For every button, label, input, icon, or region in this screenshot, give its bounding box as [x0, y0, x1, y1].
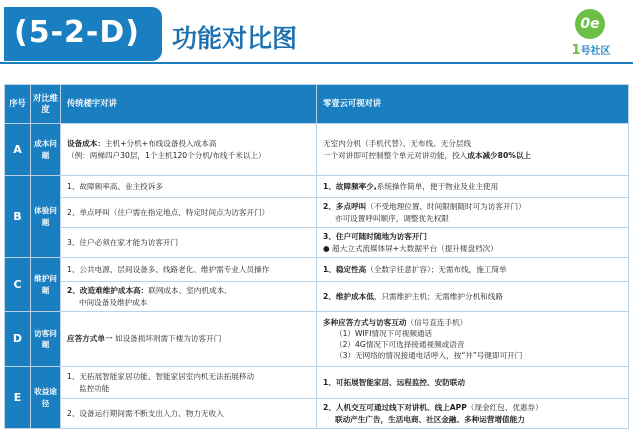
- cloud-cell: [317, 258, 629, 282]
- traditional-cell: [61, 312, 317, 367]
- cell-line: [323, 201, 622, 212]
- row-dimension: 体验问题: [31, 176, 61, 258]
- cell-line: [323, 213, 622, 224]
- table-row: [5, 176, 629, 198]
- traditional-cell: [61, 282, 317, 312]
- table-header-row: [5, 85, 629, 124]
- cell-line: [323, 350, 622, 361]
- cloud-cell: [317, 367, 629, 399]
- cloud-cell: [317, 312, 629, 367]
- page-title: 功能对比图: [172, 24, 298, 53]
- logo-number: 1: [571, 43, 581, 58]
- table-body: [5, 124, 629, 429]
- header-divider: [0, 62, 633, 64]
- cell-text: 系统操作简单，便于物业及业主使用: [376, 181, 499, 191]
- cell-text: （现金红包、优惠券）: [466, 403, 543, 413]
- row-dimension: 维护问题: [31, 258, 61, 312]
- cell-line: [323, 243, 622, 254]
- cell-line: [67, 333, 310, 344]
- header-traditional: 传统楼宇对讲: [61, 85, 317, 124]
- cell-bold-text: 1、可拓展智能家居、远程监控、安防联动: [323, 377, 465, 387]
- cell-text: （信号直连手机）: [406, 317, 468, 327]
- cell-bold-text: 1、稳定性高: [323, 264, 367, 274]
- cell-text: （不受地理位置、时间限制随时可为访客开门）: [366, 202, 526, 212]
- cell-bold-tail: 成本减少80%以上: [467, 150, 532, 160]
- traditional-cell: [61, 176, 317, 198]
- cell-text: 主机+分机+布线设备投入成本高: [104, 139, 217, 149]
- table-row: [5, 228, 629, 258]
- cloud-cell: [317, 124, 629, 176]
- cell-bold-text: 2、多点呼叫: [323, 202, 367, 212]
- cell-text: 1、无拓展智能家居功能、智能家居室内机无法拓展移动: [67, 372, 255, 382]
- table-row: [5, 399, 629, 429]
- header-dimension: 对比维度: [31, 85, 61, 124]
- row-dimension: 收益途径: [31, 367, 61, 429]
- row-dimension: 访客问题: [31, 312, 61, 367]
- cell-text: 如设备损坏则需下楼为访客开门: [112, 334, 222, 344]
- cloud-cell: [317, 399, 629, 429]
- cell-line: [323, 291, 622, 302]
- cell-text: （1）WIFI情况下可视频通话: [335, 328, 433, 338]
- cell-bold-text: 多种应答方式与访客互动: [323, 317, 407, 327]
- cell-text: 联网成本、室内机成本、: [148, 286, 232, 296]
- traditional-cell: [61, 124, 317, 176]
- cell-text: （全数字任意扩容）；无需布线，施工简单: [366, 264, 507, 274]
- cloud-cell: [317, 282, 629, 312]
- cloud-cell: [317, 198, 629, 228]
- cell-line: [67, 138, 310, 149]
- cell-text: ，只需维护主机；无需维护分机和线路: [373, 291, 503, 301]
- cell-text: 无室内分机（手机代替）、无布线、无分层线: [323, 139, 472, 149]
- table-row: [5, 282, 629, 312]
- traditional-cell: [61, 399, 317, 429]
- row-index: B: [5, 176, 31, 258]
- header-cloud: 零壹云可视对讲: [317, 85, 629, 124]
- cell-bold-text: 2、改造难维护成本高：: [67, 286, 149, 296]
- brand-logo: [561, 9, 621, 61]
- cell-line: [323, 328, 622, 339]
- logo-label: 号社区: [580, 46, 611, 57]
- cell-line: [323, 377, 622, 388]
- comparison-table: [4, 84, 629, 429]
- cell-line: [67, 383, 310, 394]
- cloud-cell: [317, 228, 629, 258]
- cell-bold-text: 1、故障频率少,: [323, 181, 377, 191]
- cell-text: 亦可设置呼叫顺序，调整优先权限: [335, 213, 449, 223]
- cell-line: [67, 285, 310, 296]
- cell-bold-text: 3、住户可随时随地为访客开门: [323, 232, 428, 242]
- traditional-cell: [61, 228, 317, 258]
- traditional-cell: [61, 198, 317, 228]
- cell-line: [323, 339, 622, 350]
- cloud-cell: [317, 176, 629, 198]
- cell-bold-text: 设备成本：: [67, 139, 105, 149]
- cell-line: [323, 402, 622, 413]
- cell-line: [323, 414, 622, 425]
- cell-text: 一个对讲即可控制整个单元对讲功能，投入: [323, 150, 468, 160]
- cell-bold-text: 2、维护成本低: [323, 291, 374, 301]
- cell-bold-text: 2、人机交互可通过线下对讲机、线上APP: [323, 403, 467, 413]
- cell-text: （例：两梯四户30层，1个主机120个分机/布线千米以上）: [67, 150, 266, 160]
- cell-text: ● 超大立式流媒体屏+大数据平台（提升楼盘档次）: [323, 243, 498, 253]
- cell-text: 中间设备及维护成本: [79, 297, 148, 307]
- cell-bold-text: 应答方式单一: [67, 334, 113, 344]
- table-row: [5, 124, 629, 176]
- row-index: D: [5, 312, 31, 367]
- table-row: [5, 367, 629, 399]
- cell-line: [323, 264, 622, 275]
- cell-line: [323, 317, 622, 328]
- traditional-cell: [61, 367, 317, 399]
- cell-line: [323, 231, 622, 242]
- section-code-box: [4, 7, 162, 61]
- header-index: 序号: [5, 85, 31, 124]
- section-code: (5-2-D): [14, 15, 140, 50]
- header: [4, 5, 629, 63]
- table-row: [5, 198, 629, 228]
- cell-line: [323, 181, 622, 192]
- row-index: A: [5, 124, 31, 176]
- cell-line: [323, 138, 622, 149]
- cell-text: （2）4G情况下可选择接通视频或语音: [335, 340, 465, 349]
- traditional-cell: [61, 258, 317, 282]
- cell-line: [323, 150, 622, 161]
- cell-text: 1、故障频率高、业主投诉多: [67, 181, 163, 191]
- cell-text: 监控功能: [79, 383, 110, 393]
- table-row: [5, 258, 629, 282]
- logo-text: [561, 42, 621, 58]
- cell-text: （3）无网络的情况接通电话呼入，按“井”号键即可开门: [335, 351, 523, 361]
- cell-line: [67, 264, 310, 275]
- row-dimension: 成本问题: [31, 124, 61, 176]
- cell-line: [67, 408, 310, 419]
- row-index: E: [5, 367, 31, 429]
- cell-text: 2、单点呼叫（住户需在指定地点、特定时间点为访客开门）: [67, 207, 270, 217]
- cell-text: 3、住户必须在家才能为访客开门: [67, 237, 179, 247]
- row-index: C: [5, 258, 31, 312]
- table-row: [5, 312, 629, 367]
- cell-text: 2、设备运行期间需不断支出人力、物力无收入: [67, 408, 224, 418]
- cell-line: [67, 371, 310, 382]
- cell-bold-text: 联动产生广告，生活电商、社区金融、多种运营增值能力: [335, 414, 525, 424]
- cell-text: 1、公共电源、层间设备多、线路老化、维护需专业人员操作: [67, 264, 270, 274]
- cell-line: [67, 150, 310, 161]
- cell-line: [67, 297, 310, 308]
- logo-icon: 0e: [575, 9, 605, 39]
